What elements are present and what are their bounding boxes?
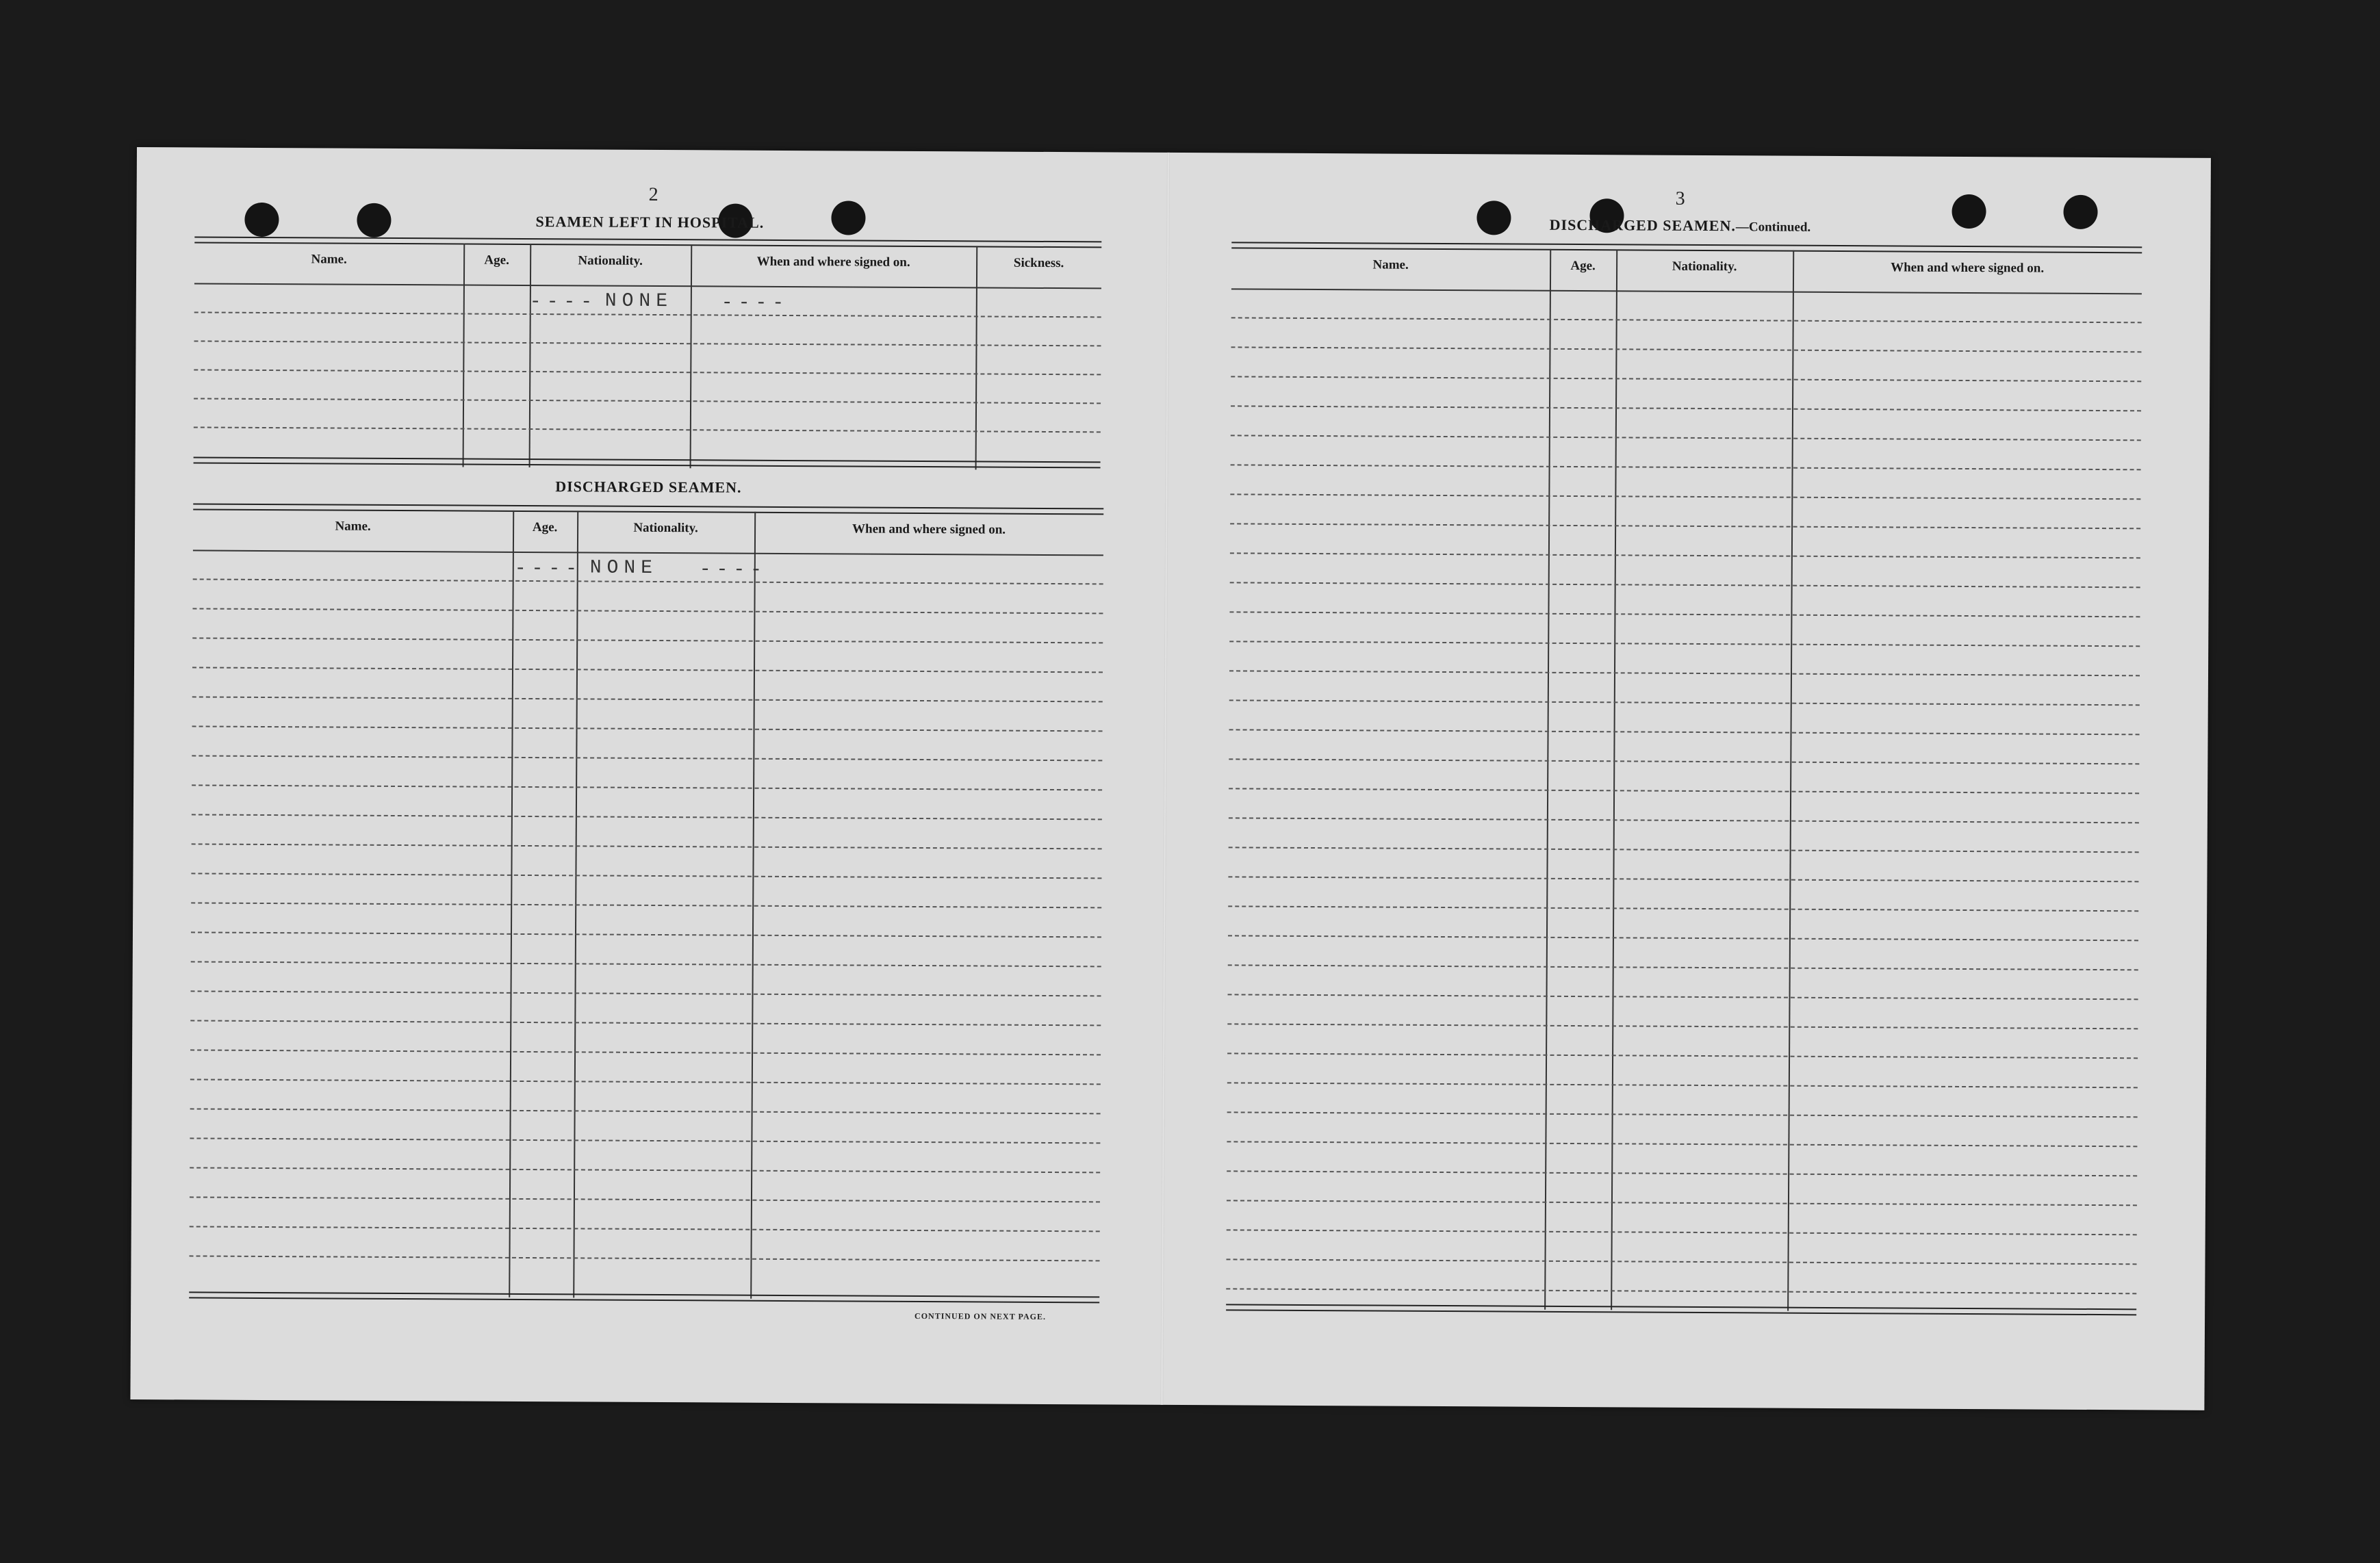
hospital-table [194,236,1102,470]
entry-line [1227,1111,2138,1118]
entry-line [1229,641,2140,647]
entry-line [191,873,1101,879]
title-suffix: —Continued. [1735,220,1811,235]
hospital-section-title: SEAMEN LEFT IN HOSPITAL. [535,213,765,231]
typed-dashes: ---- [514,558,583,580]
entry-line [1229,817,2139,823]
table-bottom-rule [194,456,1101,468]
entry-line [1231,317,2142,323]
entry-line [192,755,1102,761]
entry-line [1231,405,2141,411]
entry-line [194,398,1101,404]
column-divider [529,244,532,467]
entry-line [191,902,1101,908]
entry-line [1227,1229,2137,1235]
table-bottom-rule [189,1291,1099,1303]
column-header-sickness: Sickness. [1013,255,1064,271]
column-divider [463,244,465,467]
column-header-name: Name. [311,252,347,267]
entry-line [192,814,1102,820]
column-header-age: Age. [1570,258,1596,274]
header-rule [1231,288,2142,294]
entry-line [192,784,1102,790]
entry-line [190,1167,1100,1173]
entry-line [191,961,1101,967]
header-rule [193,550,1103,556]
entry-line [1229,611,2140,617]
entry-line [1228,935,2138,941]
entry-line [190,1078,1101,1085]
column-header-nationality: Nationality. [633,520,698,536]
column-header-signed-on: When and where signed on. [852,521,1006,537]
column-divider [690,244,693,468]
right-page [1160,153,2211,1410]
entry-line [191,931,1101,938]
entry-line [1229,670,2140,676]
entry-line [1228,905,2138,912]
header-rule [194,283,1101,289]
entry-line [190,1137,1100,1144]
page-number: 3 [1675,188,1685,209]
entry-line [1228,964,2138,970]
entry-line [1229,758,2139,764]
column-header-age: Age. [532,520,558,535]
entry-line [1229,847,2139,853]
page-number: 2 [648,183,658,205]
entry-line [1230,523,2140,529]
continued-footer: CONTINUED ON NEXT PAGE. [914,1310,1047,1321]
entry-line [1227,1141,2137,1147]
entry-line [1229,729,2140,735]
table-top-rule [194,236,1101,248]
column-divider [975,246,978,469]
entry-line [1231,376,2141,382]
entry-line [190,1255,1100,1261]
column-header-age: Age. [484,253,509,268]
entry-line [194,426,1101,432]
entry-line [1227,1258,2137,1265]
entry-line [1230,582,2140,588]
entry-line [194,311,1101,318]
title-text: DISCHARGED SEAMEN. [1549,216,1736,235]
entry-line [192,843,1102,849]
entry-line [1226,1288,2136,1294]
entry-line [190,1226,1100,1232]
entry-line [192,696,1103,702]
entry-line [193,578,1103,584]
typed-entry-none: NONE [589,557,658,579]
entry-line [190,1049,1101,1055]
entry-line [1229,788,2139,794]
typed-dashes: ---- [699,559,768,581]
entry-line [1230,552,2140,558]
entry-line [1227,1052,2138,1059]
entry-line [192,667,1103,673]
discharged-section-title: DISCHARGED SEAMEN. [555,478,742,496]
entry-line [1231,464,2141,470]
column-header-nationality: Nationality. [578,253,643,268]
typed-dashes: ---- [529,292,598,313]
entry-line [192,608,1103,614]
entry-line [190,1108,1101,1114]
entry-line [190,1020,1101,1026]
entry-line [1230,493,2140,500]
column-header-nationality: Nationality. [1672,259,1737,274]
entry-line [1228,994,2138,1000]
entry-line [192,637,1103,643]
entry-line [1228,876,2138,882]
column-header-signed-on: When and where signed on. [756,254,910,270]
entry-line [1231,435,2141,441]
typed-entry-none: NONE [604,290,674,313]
table-top-rule [193,503,1103,515]
entry-line [194,369,1101,375]
typed-dashes: ---- [721,292,790,314]
column-header-name: Name. [1372,257,1409,272]
entry-line [1227,1082,2138,1088]
entry-line [1227,1170,2137,1176]
discharged-continued-title [1474,216,1885,235]
discharged-continued-table [1226,242,2142,1317]
entry-line [194,340,1101,346]
left-page [130,147,1167,1405]
entry-line [1231,346,2141,352]
discharged-table [189,503,1103,1305]
entry-line [190,1196,1100,1202]
entry-line [192,725,1103,732]
entry-line [1227,1200,2137,1206]
entry-line [1229,699,2140,706]
entry-line [1227,1023,2138,1029]
table-top-rule [1231,242,2142,253]
entry-line [191,990,1101,996]
document-sheet [130,147,2211,1410]
column-header-signed-on: When and where signed on. [1891,260,2045,276]
column-header-name: Name. [335,519,371,534]
table-bottom-rule [1226,1304,2136,1315]
